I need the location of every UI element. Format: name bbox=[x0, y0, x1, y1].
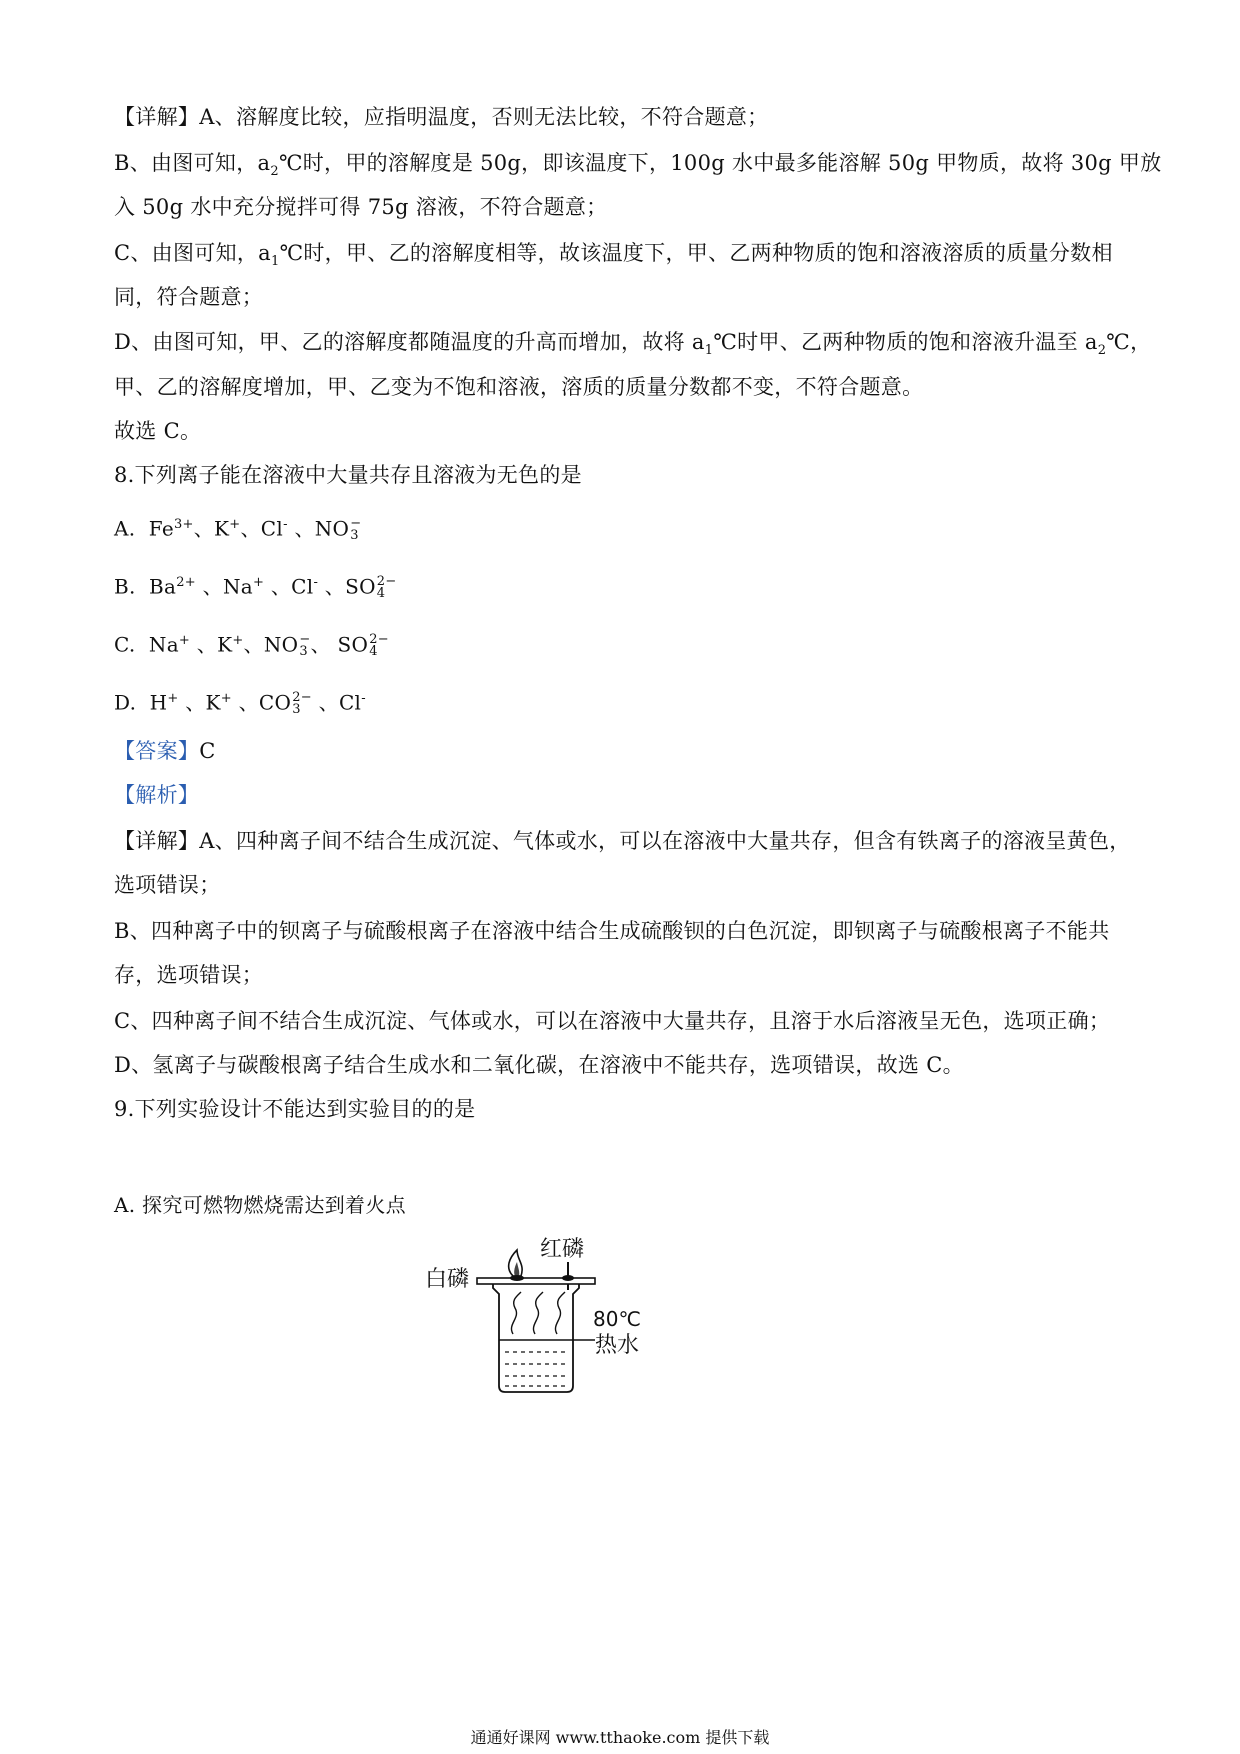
option-letter: B. bbox=[114, 574, 136, 599]
option-b bbox=[114, 568, 1134, 602]
text-line: C、四种离子间不结合生成沉淀、气体或水，可以在溶液中大量共存，且溶于水后溶液呈无色，选项正确； bbox=[114, 1009, 1111, 1033]
text-line: 存，选项错误； bbox=[114, 963, 264, 987]
option-d bbox=[114, 684, 1134, 718]
subscript: 1 bbox=[271, 254, 280, 270]
ion-text: 、K bbox=[190, 632, 233, 657]
ion-text: 、Cl bbox=[240, 516, 284, 541]
ion-charge: - bbox=[313, 575, 319, 590]
ion-charge: + bbox=[232, 633, 244, 648]
subscript: 2 bbox=[270, 164, 279, 180]
text-line: 【详解】A、四种离子间不结合生成沉淀、气体或水，可以在溶液中大量共存，但含有铁离子的溶液呈黄色， bbox=[114, 829, 1131, 853]
ion-charge: + bbox=[229, 517, 241, 532]
ion-text: 、Na bbox=[195, 574, 253, 599]
combustion-experiment-figure bbox=[425, 1228, 665, 1398]
ion-text: Na bbox=[148, 632, 179, 657]
text-line: 同，符合题意； bbox=[114, 285, 264, 309]
text-line: 甲、乙的溶解度增加，甲、乙变为不饱和溶液，溶质的质量分数都不变，不符合题意。 bbox=[114, 375, 924, 399]
option-letter: C. bbox=[114, 632, 136, 657]
temperature-label: 80℃ bbox=[593, 1307, 641, 1331]
ion-charge-stack: 2− 4 bbox=[376, 574, 397, 602]
ion-charge: + bbox=[178, 633, 191, 648]
analysis-label: 【解析】 bbox=[114, 783, 200, 807]
ion-text: Ba bbox=[148, 574, 177, 599]
page-footer: 通通好课网 www.tthaoke.com 提供下载 bbox=[470, 1728, 770, 1747]
ion-charge-stack: − 3 bbox=[299, 632, 311, 660]
text-segment: B、由图可知，a bbox=[114, 151, 271, 175]
ion-text: 、SO bbox=[318, 574, 376, 599]
ion-text: H bbox=[149, 690, 168, 715]
ion-charge: + bbox=[252, 575, 265, 590]
answer-line bbox=[114, 736, 1134, 766]
ion-text: 、NO bbox=[287, 516, 350, 541]
question-9-option-a: A. 探究可燃物燃烧需达到着火点 bbox=[114, 1193, 406, 1217]
ion-charge: - bbox=[361, 691, 366, 706]
text-line: 入 50g 水中充分搅拌可得 75g 溶液，不符合题意； bbox=[114, 195, 608, 219]
ion-text: 、Cl bbox=[264, 574, 314, 599]
hot-water-label: 热水 bbox=[595, 1333, 640, 1358]
ion-text: 、K bbox=[178, 690, 221, 715]
red-phosphorus-dot bbox=[562, 1275, 574, 1281]
white-phosphorus-dot bbox=[510, 1275, 524, 1281]
text-line: D、氢离子与碳酸根离子结合生成水和二氧化碳，在溶液中不能共存，选项错误，故选 C。 bbox=[114, 1053, 964, 1077]
text-line bbox=[114, 148, 1162, 187]
answer-label: 【答案】 bbox=[114, 739, 200, 763]
text-segment: ℃时甲、乙两种物质的饱和溶液升温至 a bbox=[713, 330, 1098, 354]
option-letter: A. bbox=[114, 516, 136, 541]
white-phosphorus-label: 白磷 bbox=[425, 1267, 470, 1292]
text-line bbox=[114, 238, 1134, 277]
ion-text: 、K bbox=[193, 516, 230, 541]
text-line bbox=[114, 327, 1152, 366]
ion-text: Fe bbox=[148, 516, 174, 541]
ion-charge-stack: 2− 3 bbox=[292, 690, 312, 718]
ion-charge: - bbox=[283, 517, 288, 532]
steam-icon bbox=[511, 1292, 565, 1334]
subscript: 1 bbox=[704, 343, 714, 359]
text-line: 选项错误； bbox=[114, 873, 221, 897]
ion-text: 、CO bbox=[231, 690, 292, 715]
copper-plate bbox=[477, 1278, 595, 1284]
water-hatching bbox=[505, 1352, 567, 1386]
ion-charge-stack: 2− 4 bbox=[369, 632, 389, 660]
text-line: 故选 C。 bbox=[114, 419, 202, 443]
answer-value: C bbox=[199, 739, 216, 763]
flame-core-icon bbox=[514, 1262, 519, 1276]
subscript: 2 bbox=[1097, 343, 1107, 359]
ion-charge-stack: − 3 bbox=[350, 516, 362, 544]
text-segment: ℃， bbox=[1106, 330, 1152, 354]
text-segment: C、由图可知，a bbox=[114, 241, 271, 265]
question-8: 8.下列离子能在溶液中大量共存且溶液为无色的是 bbox=[114, 463, 582, 487]
ion-charge: + bbox=[220, 691, 232, 706]
text-line: B、四种离子中的钡离子与硫酸根离子在溶液中结合生成硫酸钡的白色沉淀，即钡离子与硫酸根离子不能共 bbox=[114, 919, 1110, 943]
option-a bbox=[114, 510, 1134, 544]
text-segment: ℃时，甲、乙的溶解度相等，故该温度下，甲、乙两种物质的饱和溶液溶质的质量分数相 bbox=[279, 241, 1113, 265]
question-9: 9.下列实验设计不能达到实验目的的是 bbox=[114, 1097, 476, 1121]
ion-charge: + bbox=[167, 691, 179, 706]
option-letter: D. bbox=[114, 690, 137, 715]
ion-text: 、NO bbox=[243, 632, 299, 657]
text-segment: ℃时，甲的溶解度是 50g，即该温度下，100g 水中最多能溶解 50g 甲物质，故将 30g 甲放 bbox=[278, 151, 1162, 175]
text-line: 【详解】A、溶解度比较，应指明温度，否则无法比较，不符合题意； bbox=[114, 105, 769, 129]
option-c bbox=[114, 626, 1134, 660]
red-phosphorus-label: 红磷 bbox=[540, 1237, 585, 1262]
ion-charge: 3+ bbox=[173, 517, 194, 532]
ion-charge: 2+ bbox=[176, 575, 196, 590]
ion-text: 、 SO bbox=[310, 632, 369, 657]
text-segment: D、由图可知，甲、乙的溶解度都随温度的升高而增加，故将 a bbox=[114, 330, 705, 354]
ion-text: 、Cl bbox=[312, 690, 362, 715]
